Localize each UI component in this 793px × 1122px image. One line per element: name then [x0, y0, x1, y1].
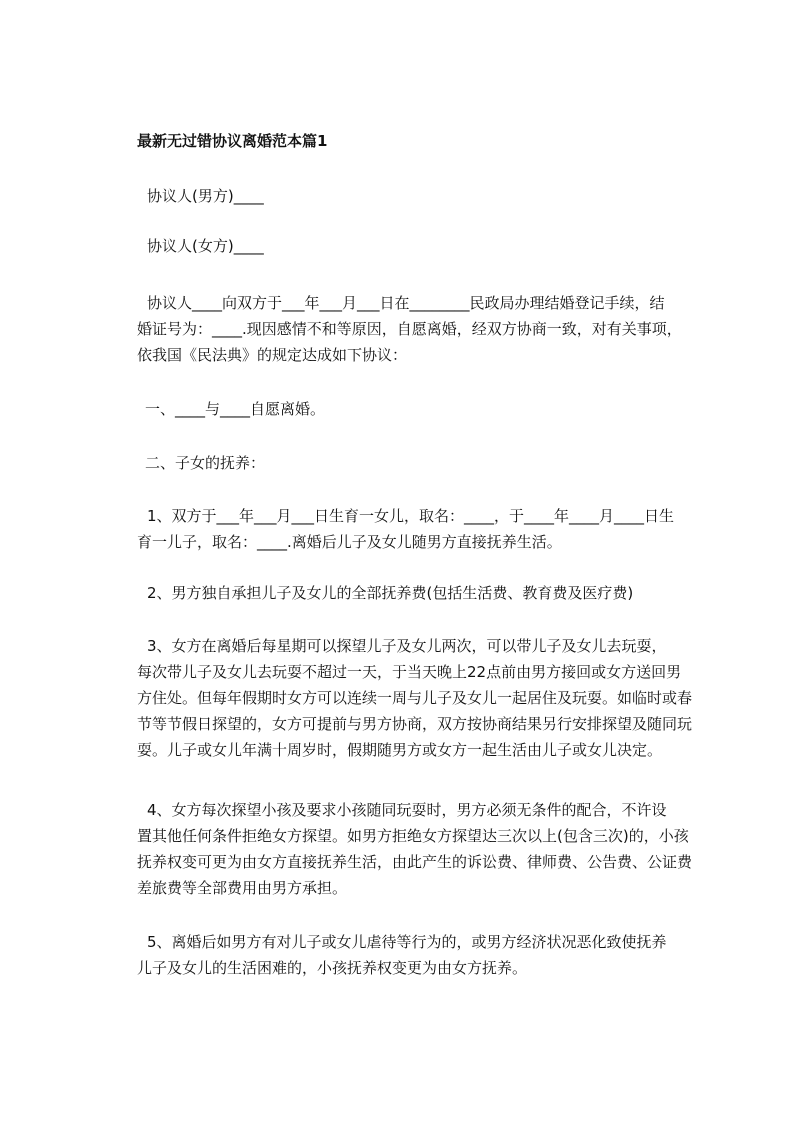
item-4-line-3: 抚养权变可更为由女方直接抚养生活，由此产生的诉讼费、律师费、公告费、公证费: [137, 853, 693, 871]
party-male-line: 协议人(男方)____: [147, 187, 264, 205]
item-4-line-1: 4、女方每次探望小孩及要求小孩随同玩耍时，男方必须无条件的配合，不许设: [147, 801, 667, 819]
item-3-line-1: 3、女方在离婚后每星期可以探望儿子及女儿两次，可以带儿子及女儿去玩耍，: [147, 637, 667, 655]
item-3-line-3: 方住处。但每年假期时女方可以连续一周与儿子及女儿一起居住及玩耍。如临时或春: [137, 689, 693, 707]
party-female-line: 协议人(女方)____: [147, 237, 264, 255]
intro-line-2: 婚证号为：____.现因感情不和等原因，自愿离婚，经双方协商一致，对有关事项，: [137, 320, 682, 338]
item-3-line-2: 每次带儿子及女儿去玩耍不超过一天，于当天晚上22点前由男方接回或女方送回男: [137, 663, 682, 681]
item-4-line-4: 差旅费等全部费用由男方承担。: [137, 879, 348, 897]
item-4-paragraph: [137, 797, 717, 901]
intro-paragraph: [137, 290, 717, 368]
item-1-line-1: 1、双方于___年___月___日生育一女儿，取名：____，于____年____月____日生: [147, 507, 675, 525]
document-title: 最新无过错协议离婚范本篇1: [137, 132, 328, 150]
clause-two: 二、子女的抚养：: [145, 454, 266, 472]
item-1-line-2: 育一儿子，取名：____.离婚后儿子及女儿随男方直接抚养生活。: [137, 533, 562, 551]
intro-line-3: 依我国《民法典》的规定达成如下协议：: [137, 346, 408, 364]
item-5-line-1: 5、离婚后如男方有对儿子或女儿虐待等行为的，或男方经济状况恶化致使抚养: [147, 933, 667, 951]
item-4-line-2: 置其他任何条件拒绝女方探望。如男方拒绝女方探望达三次以上(包含三次)的，小孩: [137, 827, 689, 845]
item-5-paragraph: [137, 929, 717, 981]
intro-line-1: 协议人____向双方于___年___月___日在________民政局办理结婚登记手续，结: [147, 294, 665, 312]
item-3-line-4: 节等节假日探望的，女方可提前与男方协商，双方按协商结果另行安排探望及随同玩: [137, 715, 693, 733]
item-3-paragraph: [137, 633, 717, 763]
item-2: 2、男方独自承担儿子及女儿的全部抚养费(包括生活费、教育费及医疗费): [147, 584, 634, 602]
clause-one: 一、____与____自愿离婚。: [145, 400, 326, 418]
item-1-paragraph: [137, 503, 717, 555]
item-5-line-2: 儿子及女儿的生活困难的，小孩抚养权变更为由女方抚养。: [137, 959, 528, 977]
item-3-line-5: 耍。儿子或女儿年满十周岁时，假期随男方或女方一起生活由儿子或女儿决定。: [137, 741, 663, 759]
